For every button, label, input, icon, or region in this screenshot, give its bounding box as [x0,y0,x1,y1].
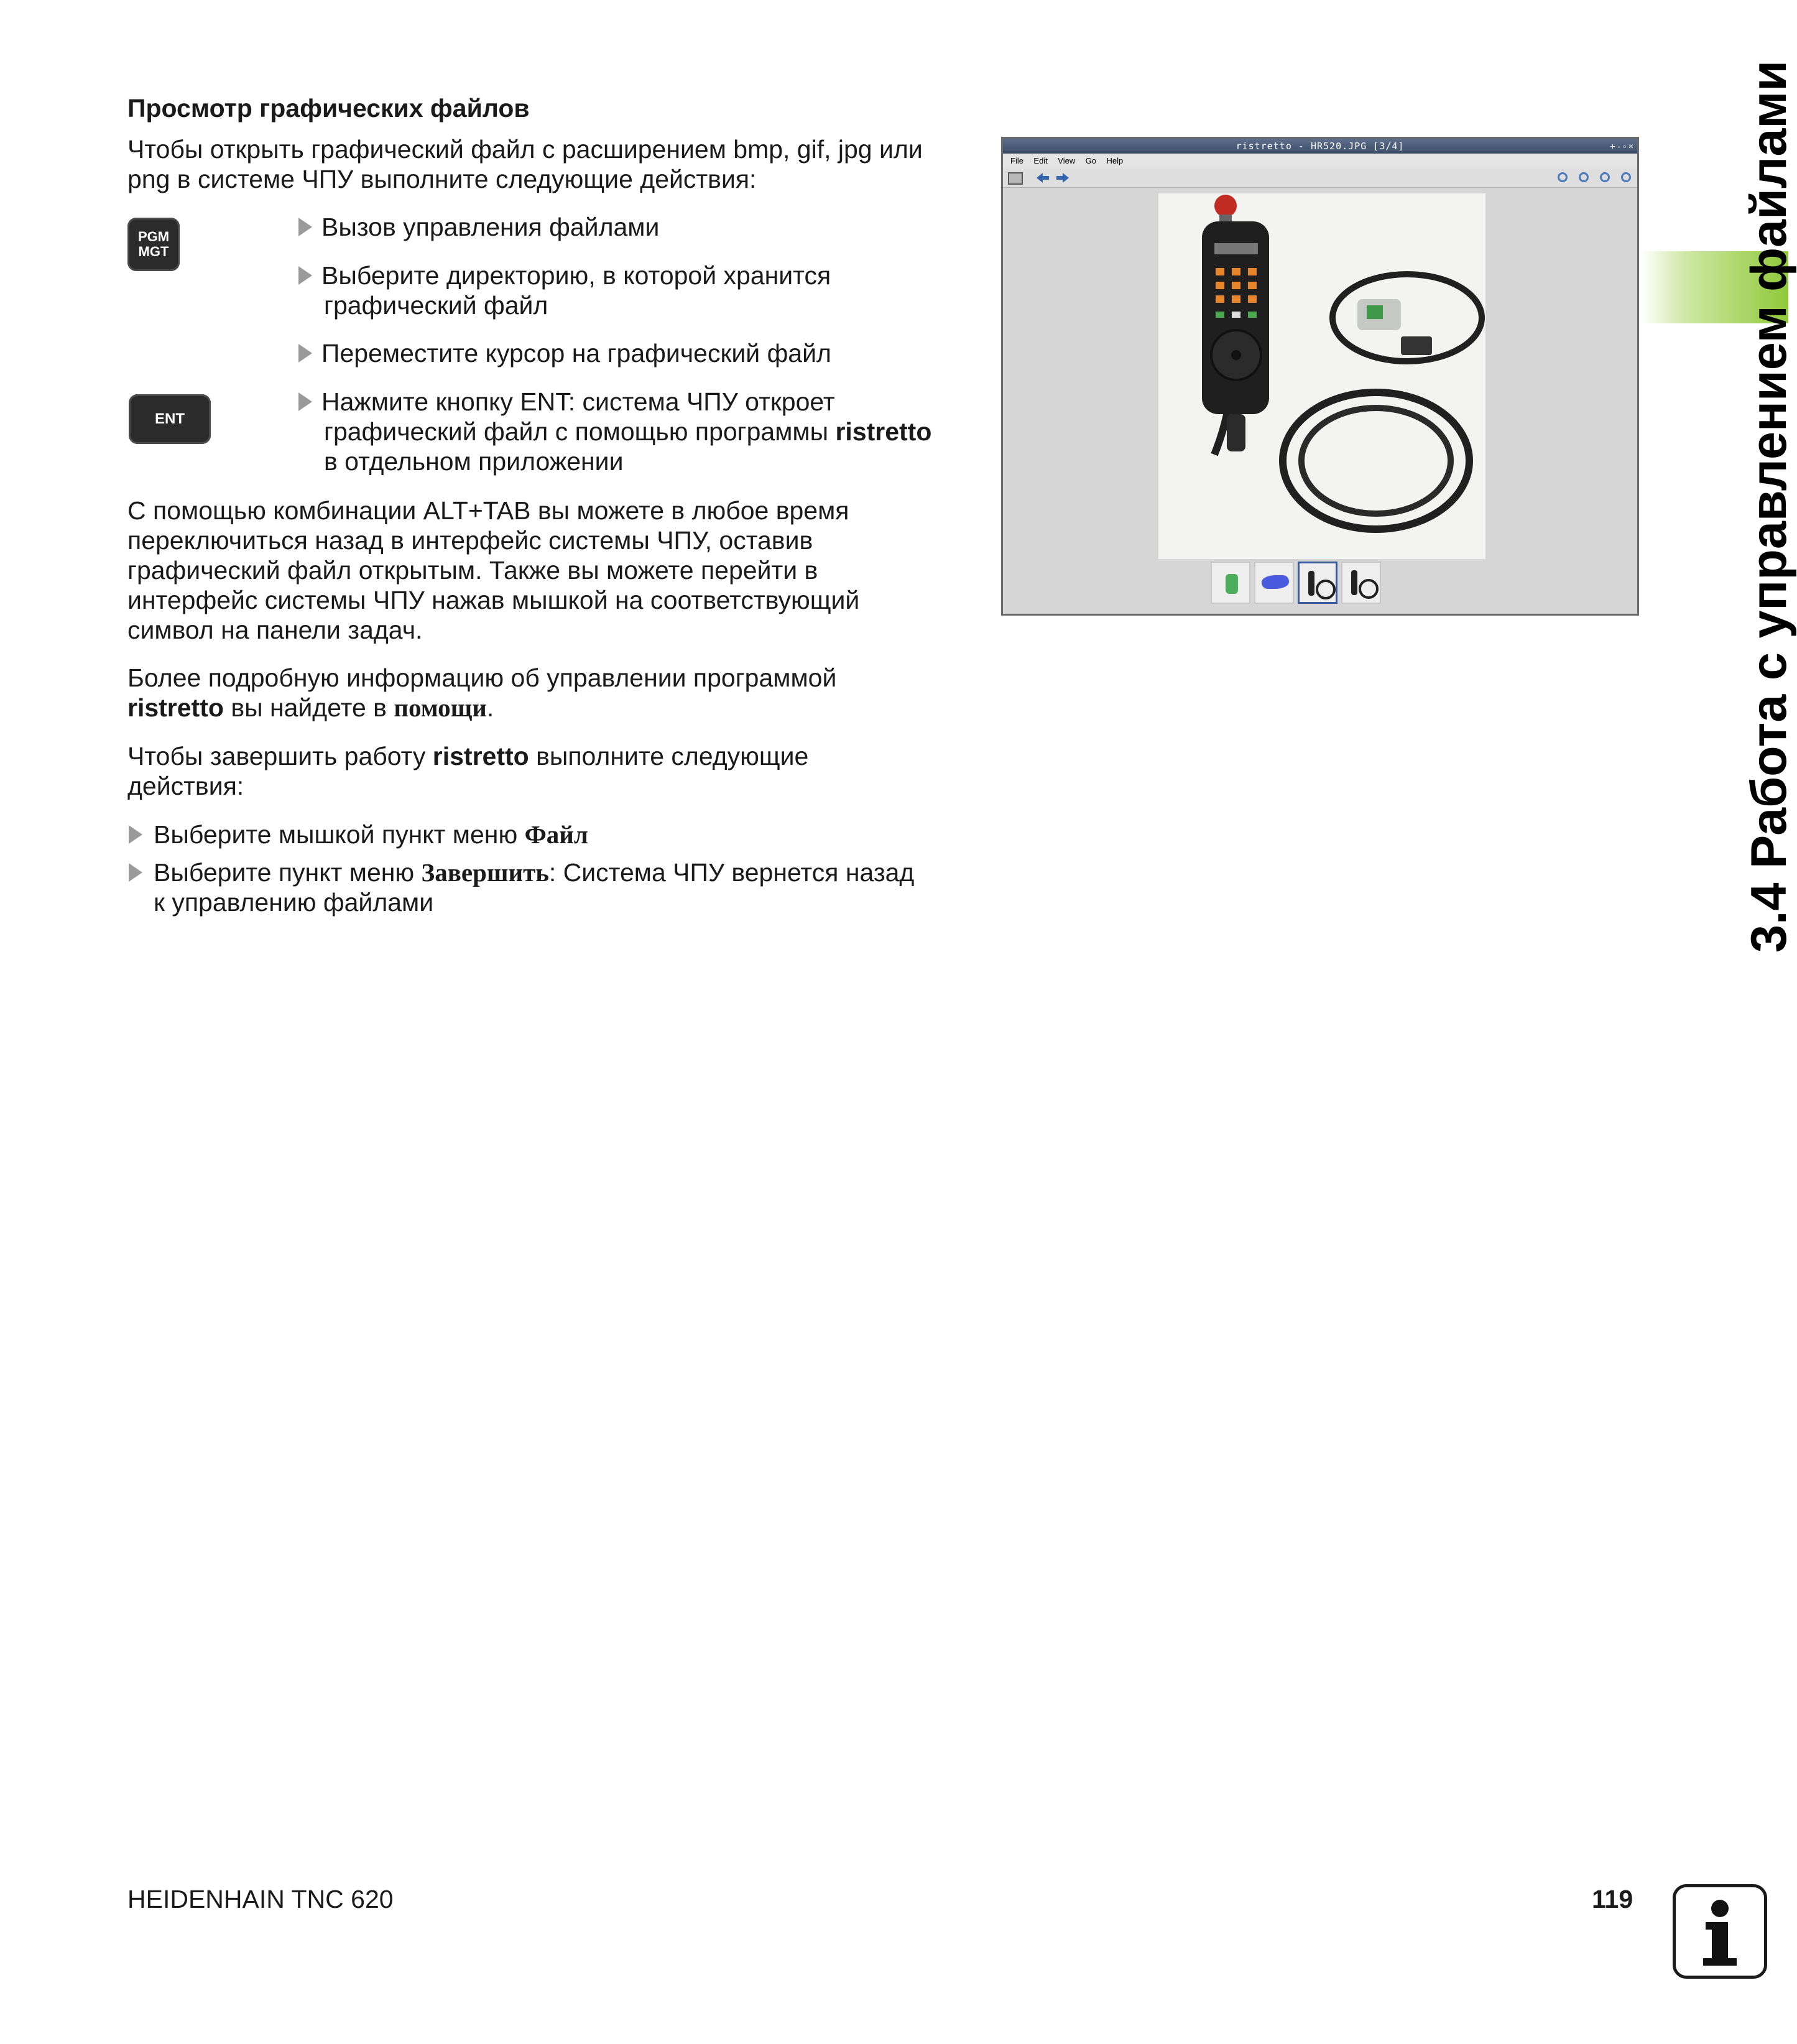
zoom-original-icon [1621,172,1631,182]
ristretto-screenshot [1001,137,1639,616]
step-3-arrow-icon [298,344,312,363]
step-4-line-1: Нажмите кнопку ENT: система ЧПУ откроет [321,387,835,416]
bullet-2-text-b: : Система ЧПУ вернется назад [548,858,915,887]
menu-view: View [1058,156,1076,165]
step-2-line-2: графический файл [324,291,548,320]
para-3-text-b: выполните следующие [529,742,809,770]
zoom-in-icon [1558,172,1568,182]
menu-file-label: Файл [524,820,588,849]
step-4-line-2-text: графический файл с помощью программы [324,417,836,446]
menu-help: Help [1106,156,1124,165]
ent-key[interactable] [129,394,211,444]
handwheel-photo [1158,193,1485,559]
bullet-1 [154,820,588,849]
step-4-line-3: в отдельном приложении [324,447,624,476]
step-4-line-2 [324,417,931,446]
handwheel-image [1158,193,1485,559]
bullet-1-text: Выберите мышкой пункт меню [154,820,525,849]
menu-file: File [1010,156,1023,165]
zoom-fit-icon [1600,172,1610,182]
para-3-ristretto: ristretto [432,742,529,770]
para-2-line-1: Более подробную информацию об управлении программой [127,664,837,692]
window-toolbar [1003,169,1637,188]
bullet-2-line-2: к управлению файлами [154,888,434,917]
info-i-glyph [1676,1887,1764,1976]
para-1-line-2: переключиться назад в интерфейс системы ЧПУ, оставив [127,526,813,555]
footer-product: HEIDENHAIN TNC 620 [127,1885,394,1913]
section-heading: Просмотр графических файлов [127,94,530,123]
window-menubar [1003,154,1637,169]
para-2-line-2 [127,693,494,723]
folder-icon [1008,172,1023,185]
window-buttons: + - ▫ × [1610,141,1633,151]
para-1-line-1: С помощью комбинации ALT+TAB вы можете в любое время [127,496,849,525]
para-3-text-a: Чтобы завершить работу [127,742,433,770]
para-1-line-3: графический файл открытым. Также вы можете перейти в [127,556,818,585]
para-3-line-2: действия: [127,772,244,800]
para-1-line-5: символ на панели задач. [127,616,423,644]
menu-go: Go [1085,156,1097,165]
step-3: Переместите курсор на графический файл [321,339,831,368]
bullet-2-text-a: Выберите пункт меню [154,858,422,887]
step-4-arrow-icon [298,392,312,411]
step-1: Вызов управления файлами [321,213,660,241]
step-2-line-1: Выберите директорию, в которой хранится [321,261,831,290]
pgm-mgt-key-line-2: MGT [138,244,169,259]
para-3-line-1 [127,741,808,771]
thumbnail-1[interactable] [1211,562,1250,604]
forward-arrow-icon [1055,172,1070,184]
help-reference: помощи [394,693,487,722]
back-arrow-icon [1035,172,1050,184]
page-number: 119 [1592,1885,1633,1913]
zoom-out-icon [1579,172,1589,182]
step-2-arrow-icon [298,266,312,285]
chapter-title: 3.4 Работа с управлением файлами [1741,60,1797,953]
menu-edit: Edit [1033,156,1048,165]
menu-exit-label: Завершить [421,858,549,887]
window-titlebar [1003,139,1637,154]
para-2-text: вы найдете в [223,693,394,722]
bullet-2-arrow-icon [129,863,142,882]
ent-key-label: ENT [155,410,185,427]
thumbnail-3-selected[interactable] [1298,562,1337,604]
window-title: ristretto - HR520.JPG [3/4] [1236,141,1405,152]
pgm-mgt-key-line-1: PGM [137,229,170,244]
bullet-2-line-1 [154,858,914,887]
pgm-mgt-key[interactable] [127,218,180,271]
intro-line-2: png в системе ЧПУ выполните следующие действия: [127,165,757,193]
step-1-arrow-icon [298,218,312,236]
thumbnail-4[interactable] [1341,562,1381,604]
ristretto-name: ristretto [835,417,932,446]
para-1-line-4: интерфейс системы ЧПУ нажав мышкой на соответствующий [127,586,860,614]
para-2-ristretto: ristretto [127,693,224,722]
para-2-period: . [486,693,494,722]
thumbnail-2[interactable] [1254,562,1294,604]
intro-line-1: Чтобы открыть графический файл с расширением bmp, gif, jpg или [127,135,923,164]
thumbnail-strip [1211,562,1397,605]
bullet-1-arrow-icon [129,825,142,844]
info-icon [1673,1884,1767,1979]
